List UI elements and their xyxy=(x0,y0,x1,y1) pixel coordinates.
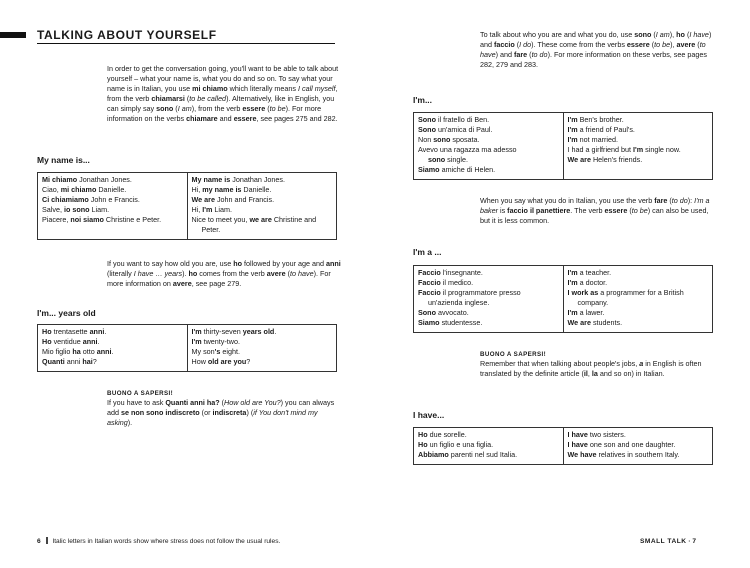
text-run: Quanti xyxy=(42,357,65,366)
table-row xyxy=(192,327,333,337)
im-table xyxy=(413,112,713,180)
table-row xyxy=(192,195,333,205)
text-run: a doctor. xyxy=(577,278,608,287)
text-run: to do xyxy=(671,196,688,205)
text-run: avere xyxy=(266,269,286,278)
text-run: Piacere, xyxy=(42,215,71,224)
text-run: un'amica di Paul. xyxy=(435,125,493,134)
section-title: TALKING ABOUT YOURSELF xyxy=(37,28,217,42)
text-run: anni xyxy=(89,327,105,336)
text-run: (literally xyxy=(107,269,134,278)
text-run: avvocato. xyxy=(435,308,469,317)
text-run: John and Francis. xyxy=(214,195,275,204)
text-run: if You don't mind my asking xyxy=(107,408,318,427)
text-run: . The verb xyxy=(570,206,605,215)
text-run: Mi chiamo xyxy=(42,175,78,184)
text-run: I have xyxy=(567,430,588,439)
text-run: ): xyxy=(687,196,695,205)
text-run: ( xyxy=(695,40,700,49)
im-table-english xyxy=(563,113,713,179)
text-run: ). xyxy=(127,418,133,427)
text-run: ), from the verb xyxy=(191,104,243,113)
text-run: single now. xyxy=(643,145,681,154)
text-run: a programmer for a British xyxy=(598,288,684,297)
text-run: ? xyxy=(92,357,97,366)
text-run: I'm xyxy=(567,115,578,124)
text-run: ) and xyxy=(495,50,514,59)
text-run: mi chiamo xyxy=(192,84,228,93)
heading-im: I'm... xyxy=(413,95,433,105)
text-run: (or xyxy=(199,408,213,417)
table-row xyxy=(568,440,709,450)
text-run: Danielle. xyxy=(241,185,272,194)
running-head: SMALL TALK xyxy=(640,538,687,545)
text-run: essere xyxy=(626,40,650,49)
text-run: Abbiamo xyxy=(418,450,449,459)
text-run: Peter. xyxy=(201,225,221,234)
tip-body-left xyxy=(107,398,343,428)
table-row xyxy=(568,288,709,298)
text-run: studentesse. xyxy=(439,318,483,327)
text-run: hai xyxy=(82,357,93,366)
text-run: Ho xyxy=(418,430,428,439)
table-row xyxy=(418,135,559,145)
text-run: ( xyxy=(184,94,190,103)
text-run: ). Alternatively, like in English, you can simply say xyxy=(107,94,335,113)
text-run: ( xyxy=(514,40,520,49)
text-run: , see page 279. xyxy=(191,279,242,288)
text-run: I'm xyxy=(567,268,578,277)
text-run: Ho xyxy=(42,337,52,346)
text-run: I have … years xyxy=(133,269,183,278)
table-row xyxy=(568,318,709,328)
table-row xyxy=(568,115,709,125)
text-run: ho xyxy=(233,259,243,268)
name-table xyxy=(37,172,337,240)
table-row xyxy=(192,185,333,195)
text-run: to be xyxy=(654,40,671,49)
job-table xyxy=(413,265,713,333)
text-run: Ho xyxy=(42,327,52,336)
text-run: Faccio xyxy=(418,268,441,277)
text-run: , from the verb xyxy=(107,84,338,103)
text-run: ( xyxy=(684,30,690,39)
text-run: essere xyxy=(233,114,257,123)
table-row xyxy=(418,165,559,175)
tip-body-right xyxy=(480,359,720,379)
text-run: il fratello di Ben. xyxy=(435,115,490,124)
title-underline xyxy=(37,43,335,44)
text-run: Sono xyxy=(418,125,436,134)
text-run: two sisters. xyxy=(587,430,626,439)
text-run: company. xyxy=(577,298,609,307)
text-run: students. xyxy=(590,318,623,327)
age-intro-paragraph xyxy=(107,259,343,289)
text-run: amiche di Helen. xyxy=(439,165,496,174)
text-run: ) ( xyxy=(246,408,254,417)
text-run: is xyxy=(497,206,508,215)
text-run: I'm xyxy=(191,327,202,336)
text-run: il xyxy=(583,369,588,378)
text-run: ), xyxy=(670,40,677,49)
text-run: years old xyxy=(242,327,275,336)
text-run: l'insegnante. xyxy=(440,268,483,277)
text-run: When you say what you do in Italian, you use the verb xyxy=(480,196,655,205)
intro-paragraph xyxy=(107,64,343,124)
im-table-italian xyxy=(414,113,563,179)
text-run: Quanti anni ha? xyxy=(165,398,220,407)
text-run: sono xyxy=(433,135,451,144)
text-run: Nice to meet you, xyxy=(191,215,250,224)
table-row xyxy=(192,175,333,185)
table-row xyxy=(418,125,559,135)
text-run: essere xyxy=(242,104,266,113)
footer-left xyxy=(37,537,280,546)
text-run: a xyxy=(639,359,644,368)
text-run: My name is xyxy=(191,175,231,184)
text-run: Siamo xyxy=(418,318,440,327)
text-run: ) and xyxy=(480,30,712,49)
text-run: If you want to say how old you are, use xyxy=(107,259,234,268)
text-run: ) you can always add xyxy=(107,398,335,417)
footer-right xyxy=(640,537,696,546)
text-run: to be xyxy=(269,104,286,113)
text-run: In order to get the conversation going, you'll want to be able to talk about yourself – what your name is, what you do and so on. To say what your name is in Italian, you use xyxy=(107,64,339,93)
text-run: I am xyxy=(655,30,670,39)
text-run: ( xyxy=(265,104,270,113)
text-run: single. xyxy=(445,155,468,164)
text-run: il programmatore presso xyxy=(440,288,521,297)
age-table-italian xyxy=(38,325,187,371)
text-run: We have xyxy=(567,450,597,459)
text-run: la xyxy=(591,369,598,378)
text-run: We are xyxy=(191,195,215,204)
table-row xyxy=(42,175,183,185)
text-run: Helen's friends. xyxy=(590,155,643,164)
text-run: My son xyxy=(191,347,215,356)
text-run: ( xyxy=(285,269,290,278)
table-row xyxy=(418,450,559,460)
text-run: I'm xyxy=(633,145,644,154)
table-row xyxy=(42,195,183,205)
table-row xyxy=(418,318,559,328)
text-run: a friend of Paul's. xyxy=(577,125,635,134)
text-run: in English is often translated by the definite article ( xyxy=(480,359,702,378)
text-run: ha xyxy=(72,347,81,356)
table-row xyxy=(192,357,333,367)
text-run: anni xyxy=(82,337,98,346)
table-row xyxy=(42,215,183,225)
table-row xyxy=(418,308,559,318)
heading-my-name-is: My name is... xyxy=(37,155,90,165)
table-row xyxy=(192,215,333,225)
footer-bar xyxy=(46,537,48,544)
text-run: Christine e Peter. xyxy=(103,215,162,224)
text-run: eight. xyxy=(220,347,240,356)
table-row xyxy=(568,430,709,440)
text-run: fare xyxy=(513,50,528,59)
text-run: parenti nel sud Italia. xyxy=(448,450,518,459)
text-run: How xyxy=(191,357,208,366)
text-run: avere xyxy=(172,279,192,288)
text-run: and so on) in Italian. xyxy=(597,369,665,378)
text-run: I'm xyxy=(191,337,202,346)
text-run: chiamare xyxy=(186,114,218,123)
table-row xyxy=(192,225,333,235)
have-table-english xyxy=(563,428,713,464)
text-run: . xyxy=(111,347,114,356)
table-row xyxy=(568,145,709,155)
text-run: due sorelle. xyxy=(427,430,467,439)
text-run: to be called xyxy=(189,94,227,103)
age-table xyxy=(37,324,337,372)
text-run: se non sono indiscreto xyxy=(121,408,200,417)
text-run: Remember that when talking about people's jobs, xyxy=(480,359,640,368)
text-run: ). For more information on the verbs xyxy=(107,104,322,123)
text-run: ho xyxy=(676,30,685,39)
text-run: sono xyxy=(428,155,446,164)
table-row xyxy=(568,125,709,135)
text-run: twenty-two. xyxy=(201,337,240,346)
table-row xyxy=(418,155,559,165)
text-run: . xyxy=(97,337,100,346)
text-run: to have xyxy=(480,40,706,59)
text-run: thirty-seven xyxy=(201,327,243,336)
heading-years-old: I'm... years old xyxy=(37,308,96,318)
text-run: il medico. xyxy=(440,278,474,287)
text-run: To talk about who you are and what you do, use xyxy=(480,30,635,39)
text-run: ( xyxy=(667,196,672,205)
text-run: I have xyxy=(567,440,588,449)
text-run: Faccio xyxy=(418,288,441,297)
text-run: We are xyxy=(567,318,591,327)
text-run: Danielle. xyxy=(96,185,127,194)
text-run: I'm xyxy=(202,205,213,214)
name-table-english xyxy=(187,173,337,239)
footer-separator: · xyxy=(688,538,691,545)
text-run: un'azienda inglese. xyxy=(428,298,490,307)
text-run: faccio xyxy=(494,40,515,49)
text-run: chiamarsi xyxy=(151,94,185,103)
text-run: Ciao, xyxy=(42,185,61,194)
table-row xyxy=(568,308,709,318)
table-row xyxy=(418,430,559,440)
table-row xyxy=(418,268,559,278)
table-row xyxy=(568,298,709,308)
text-run: sposata. xyxy=(450,135,480,144)
have-table-italian xyxy=(414,428,563,464)
table-row xyxy=(418,288,559,298)
text-run: one son and one daughter. xyxy=(587,440,676,449)
table-row xyxy=(42,205,183,215)
text-run: not married. xyxy=(577,135,618,144)
page-number-right: 7 xyxy=(692,538,697,545)
text-run: I'm xyxy=(567,135,578,144)
text-run: If you have to ask xyxy=(107,398,166,407)
text-run: Siamo xyxy=(418,165,440,174)
text-run: fare xyxy=(654,196,668,205)
text-run: ho xyxy=(188,269,198,278)
text-run: . xyxy=(274,327,277,336)
job-table-english xyxy=(563,266,713,332)
text-run: relatives in southern Italy. xyxy=(596,450,680,459)
table-row xyxy=(418,145,559,155)
text-run: Faccio xyxy=(418,278,441,287)
text-run: which literally means xyxy=(227,84,298,93)
table-row xyxy=(418,298,559,308)
text-run: Jonathan Jones. xyxy=(77,175,132,184)
text-run: anni xyxy=(325,259,341,268)
text-run: Liam. xyxy=(212,205,232,214)
text-run: I'm xyxy=(567,125,578,134)
job-table-italian xyxy=(414,266,563,332)
text-run: faccio il panettiere xyxy=(507,206,571,215)
text-run: un figlio e una figlia. xyxy=(427,440,494,449)
text-run: to do xyxy=(531,50,548,59)
table-row xyxy=(42,185,183,195)
text-run: I'm xyxy=(567,278,578,287)
text-run: Sono xyxy=(418,115,436,124)
text-run: I work as xyxy=(567,288,599,297)
text-run: , see pages 275 and 282. xyxy=(256,114,338,123)
table-row xyxy=(42,347,183,357)
text-run: Ben's brother. xyxy=(577,115,624,124)
table-row xyxy=(568,450,709,460)
text-run: anni xyxy=(64,357,83,366)
text-run: Non xyxy=(418,135,434,144)
text-run: ( xyxy=(219,398,225,407)
table-row xyxy=(418,115,559,125)
text-run: How old are You? xyxy=(224,398,281,407)
heading-i-have: I have... xyxy=(413,410,445,420)
text-run: I'm a baker xyxy=(480,196,710,215)
text-run: ). xyxy=(182,269,189,278)
text-run: I am xyxy=(177,104,192,113)
table-row xyxy=(42,357,183,367)
text-run: ) can also be used, but it is less common. xyxy=(480,206,709,225)
page-number-left: 6 xyxy=(37,538,41,545)
table-row xyxy=(192,337,333,347)
text-run: Avevo una ragazza ma adesso xyxy=(418,145,517,154)
text-run: ? xyxy=(246,357,251,366)
text-run: Jonathan Jones. xyxy=(230,175,285,184)
text-run: John e Francis. xyxy=(88,195,140,204)
text-run: anni xyxy=(96,347,112,356)
footer-note: Italic letters in Italian words show where stress does not follow the usual rules. xyxy=(52,538,281,545)
text-run: Salve, xyxy=(42,205,64,214)
table-row xyxy=(568,135,709,145)
text-run: essere xyxy=(604,206,628,215)
text-run: to be xyxy=(631,206,648,215)
heading-im-a: I'm a ... xyxy=(413,247,442,257)
table-row xyxy=(42,337,183,347)
title-accent-bar xyxy=(0,32,26,38)
table-row xyxy=(568,268,709,278)
text-run: ( xyxy=(649,40,655,49)
text-run: Mio figlio xyxy=(42,347,73,356)
table-row xyxy=(42,327,183,337)
name-table-italian xyxy=(38,173,187,239)
text-run: trentasette xyxy=(51,327,90,336)
text-run: I call myself xyxy=(297,84,336,93)
text-run: old are you xyxy=(207,357,247,366)
right-intro-paragraph xyxy=(480,30,720,70)
text-run: we are xyxy=(249,215,272,224)
text-run: Ci chiamiamo xyxy=(42,195,89,204)
text-run: I had a girlfriend but xyxy=(567,145,634,154)
text-run: ( xyxy=(651,30,656,39)
text-run: sono xyxy=(634,30,652,39)
text-run: Hi, xyxy=(191,185,203,194)
text-run: Christine and xyxy=(271,215,317,224)
tip-heading-right: BUONO A SAPERSI! xyxy=(480,351,547,358)
text-run: and xyxy=(217,114,234,123)
text-run: indiscreta xyxy=(212,408,247,417)
text-run: , xyxy=(587,369,592,378)
table-row xyxy=(568,155,709,165)
text-run: ). These come from the verbs xyxy=(531,40,627,49)
text-run: ). For more information on xyxy=(107,269,331,288)
text-run: a teacher. xyxy=(577,268,612,277)
text-run: comes from the verb xyxy=(197,269,267,278)
text-run: a lawer. xyxy=(577,308,605,317)
have-table xyxy=(413,427,713,465)
text-run: 's xyxy=(214,347,221,356)
text-run: to have xyxy=(289,269,314,278)
text-run: I have xyxy=(689,30,709,39)
table-row xyxy=(568,278,709,288)
table-row xyxy=(418,440,559,450)
job-intro-paragraph xyxy=(480,196,720,226)
text-run: ( xyxy=(527,50,532,59)
text-run: I'm xyxy=(567,308,578,317)
table-row xyxy=(192,347,333,357)
tip-heading-left: BUONO A SAPERSI! xyxy=(107,390,174,397)
text-run: Liam. xyxy=(89,205,110,214)
text-run: mi chiamo xyxy=(60,185,97,194)
text-run: ( xyxy=(173,104,178,113)
text-run: followed by your age and xyxy=(242,259,326,268)
text-run: . xyxy=(104,327,107,336)
text-run: ventidue xyxy=(51,337,83,346)
table-row xyxy=(418,278,559,288)
text-run: noi siamo xyxy=(70,215,104,224)
text-run: Sono xyxy=(418,308,436,317)
text-run: io sono xyxy=(63,205,90,214)
text-run: We are xyxy=(567,155,591,164)
text-run: Hi, xyxy=(191,205,203,214)
age-table-english xyxy=(187,325,337,371)
text-run: ), xyxy=(669,30,677,39)
text-run: ). For more information on these verbs, see pages 282, 279 and 283. xyxy=(480,50,707,69)
text-run: I do xyxy=(519,40,532,49)
text-run: Ho xyxy=(418,440,428,449)
text-run: avere xyxy=(676,40,696,49)
table-row xyxy=(192,205,333,215)
text-run: otto xyxy=(80,347,97,356)
text-run: sono xyxy=(156,104,174,113)
text-run: ( xyxy=(627,206,632,215)
text-run: my name is xyxy=(202,185,242,194)
